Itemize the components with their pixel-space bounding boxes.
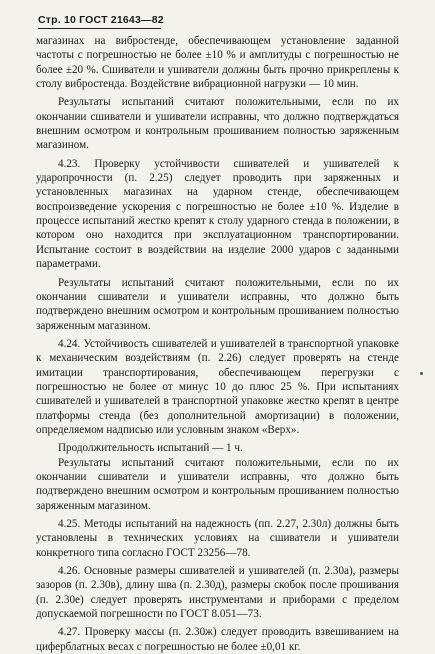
paragraph: магазинах на вибростенде, обеспечивающем установление заданной частоты с погрешностью не более ±10 % и амплитуды с погрешностью не более ±20 %. Сшиватели и ушиватели должны быть прочно прикреплены к столу вибростенда. Воздействие вибрационной нагрузки — 10 мин. xyxy=(36,35,399,91)
paragraph: Продолжительность испытаний — 1 ч. xyxy=(58,442,243,455)
document-body xyxy=(36,34,399,654)
paragraph: 4.24. Устойчивость сшивателей и ушивателей в транспортной упаковке к механическим воздействиям (п. 2.26) следует проверять на стенде имитации транспортирования, обеспечивающем перегрузки с погрешностью не более от минус 10 до плюс 25 %. При испытаниях сшивателей и ушивателей в транспортной упаковке жестко крепят в центре платформы стенда (без дополнительной амортизации) в положении, определяемом надписью или условным знаком «Верх». xyxy=(36,337,399,436)
paragraph: Результаты испытаний считают положительными, если по их окончании сшиватели и ушиватели исправны, что должно быть подтверждено внешним осмотром и контрольным прошиванием полностью заряженным магазином. xyxy=(36,456,399,512)
paragraph: 4.23. Проверку устойчивости сшивателей и ушивателей к ударопрочности (п. 2.25) следует проводить при заряженных и установленных магазинах на ударном стенде, обеспечивающем воспроизведение ускорения с погрешностью не более ±10 %. Изделие в процессе испытаний жестко крепят к столу ударного стенда в положении, в котором оно находится при эксплуатационном транспортировании. Испытание состоит в воздействии на изделие 2000 ударов с заданными параметрами. xyxy=(36,157,399,271)
paragraph: 4.25. Методы испытаний на надежность (пп. 2.27, 2.30л) должны быть установлены в технических условиях на сшиватели и ушиватели конкретного типа согласно ГОСТ 23256—78. xyxy=(36,518,399,559)
margin-mark xyxy=(420,372,423,375)
paragraph: 4.26. Основные размеры сшивателей и ушивателей (п. 2.30а), размеры зазоров (п. 2.30в), длину шва (п. 2.30д), размеры скобок после прошивания (п. 2.30е) следует проверять инструментами и приборами с пределом допускаемой погрешности по ГОСТ 8.051—73. xyxy=(36,565,399,621)
header-rule xyxy=(38,28,161,29)
page-header: Стр. 10 ГОСТ 21643—82 xyxy=(38,14,164,26)
paragraph: Результаты испытаний считают положительными, если по их окончании сшиватели и ушиватели исправны, что должно подтверждаться внешним осмотром и контрольным прошиванием полностью заряженным магазином. xyxy=(36,96,399,152)
paragraph: Результаты испытаний считают положительными, если по их окончании сшиватели и ушиватели исправны, что должно быть подтверждено внешним осмотром и контрольным прошиванием полностью заряженным магазином. xyxy=(36,276,399,332)
paragraph: 4.27. Проверку массы (п. 2.30ж) следует проводить взвешиванием на циферблатных весах с погрешностью не более ±0,01 кг. xyxy=(36,626,399,653)
